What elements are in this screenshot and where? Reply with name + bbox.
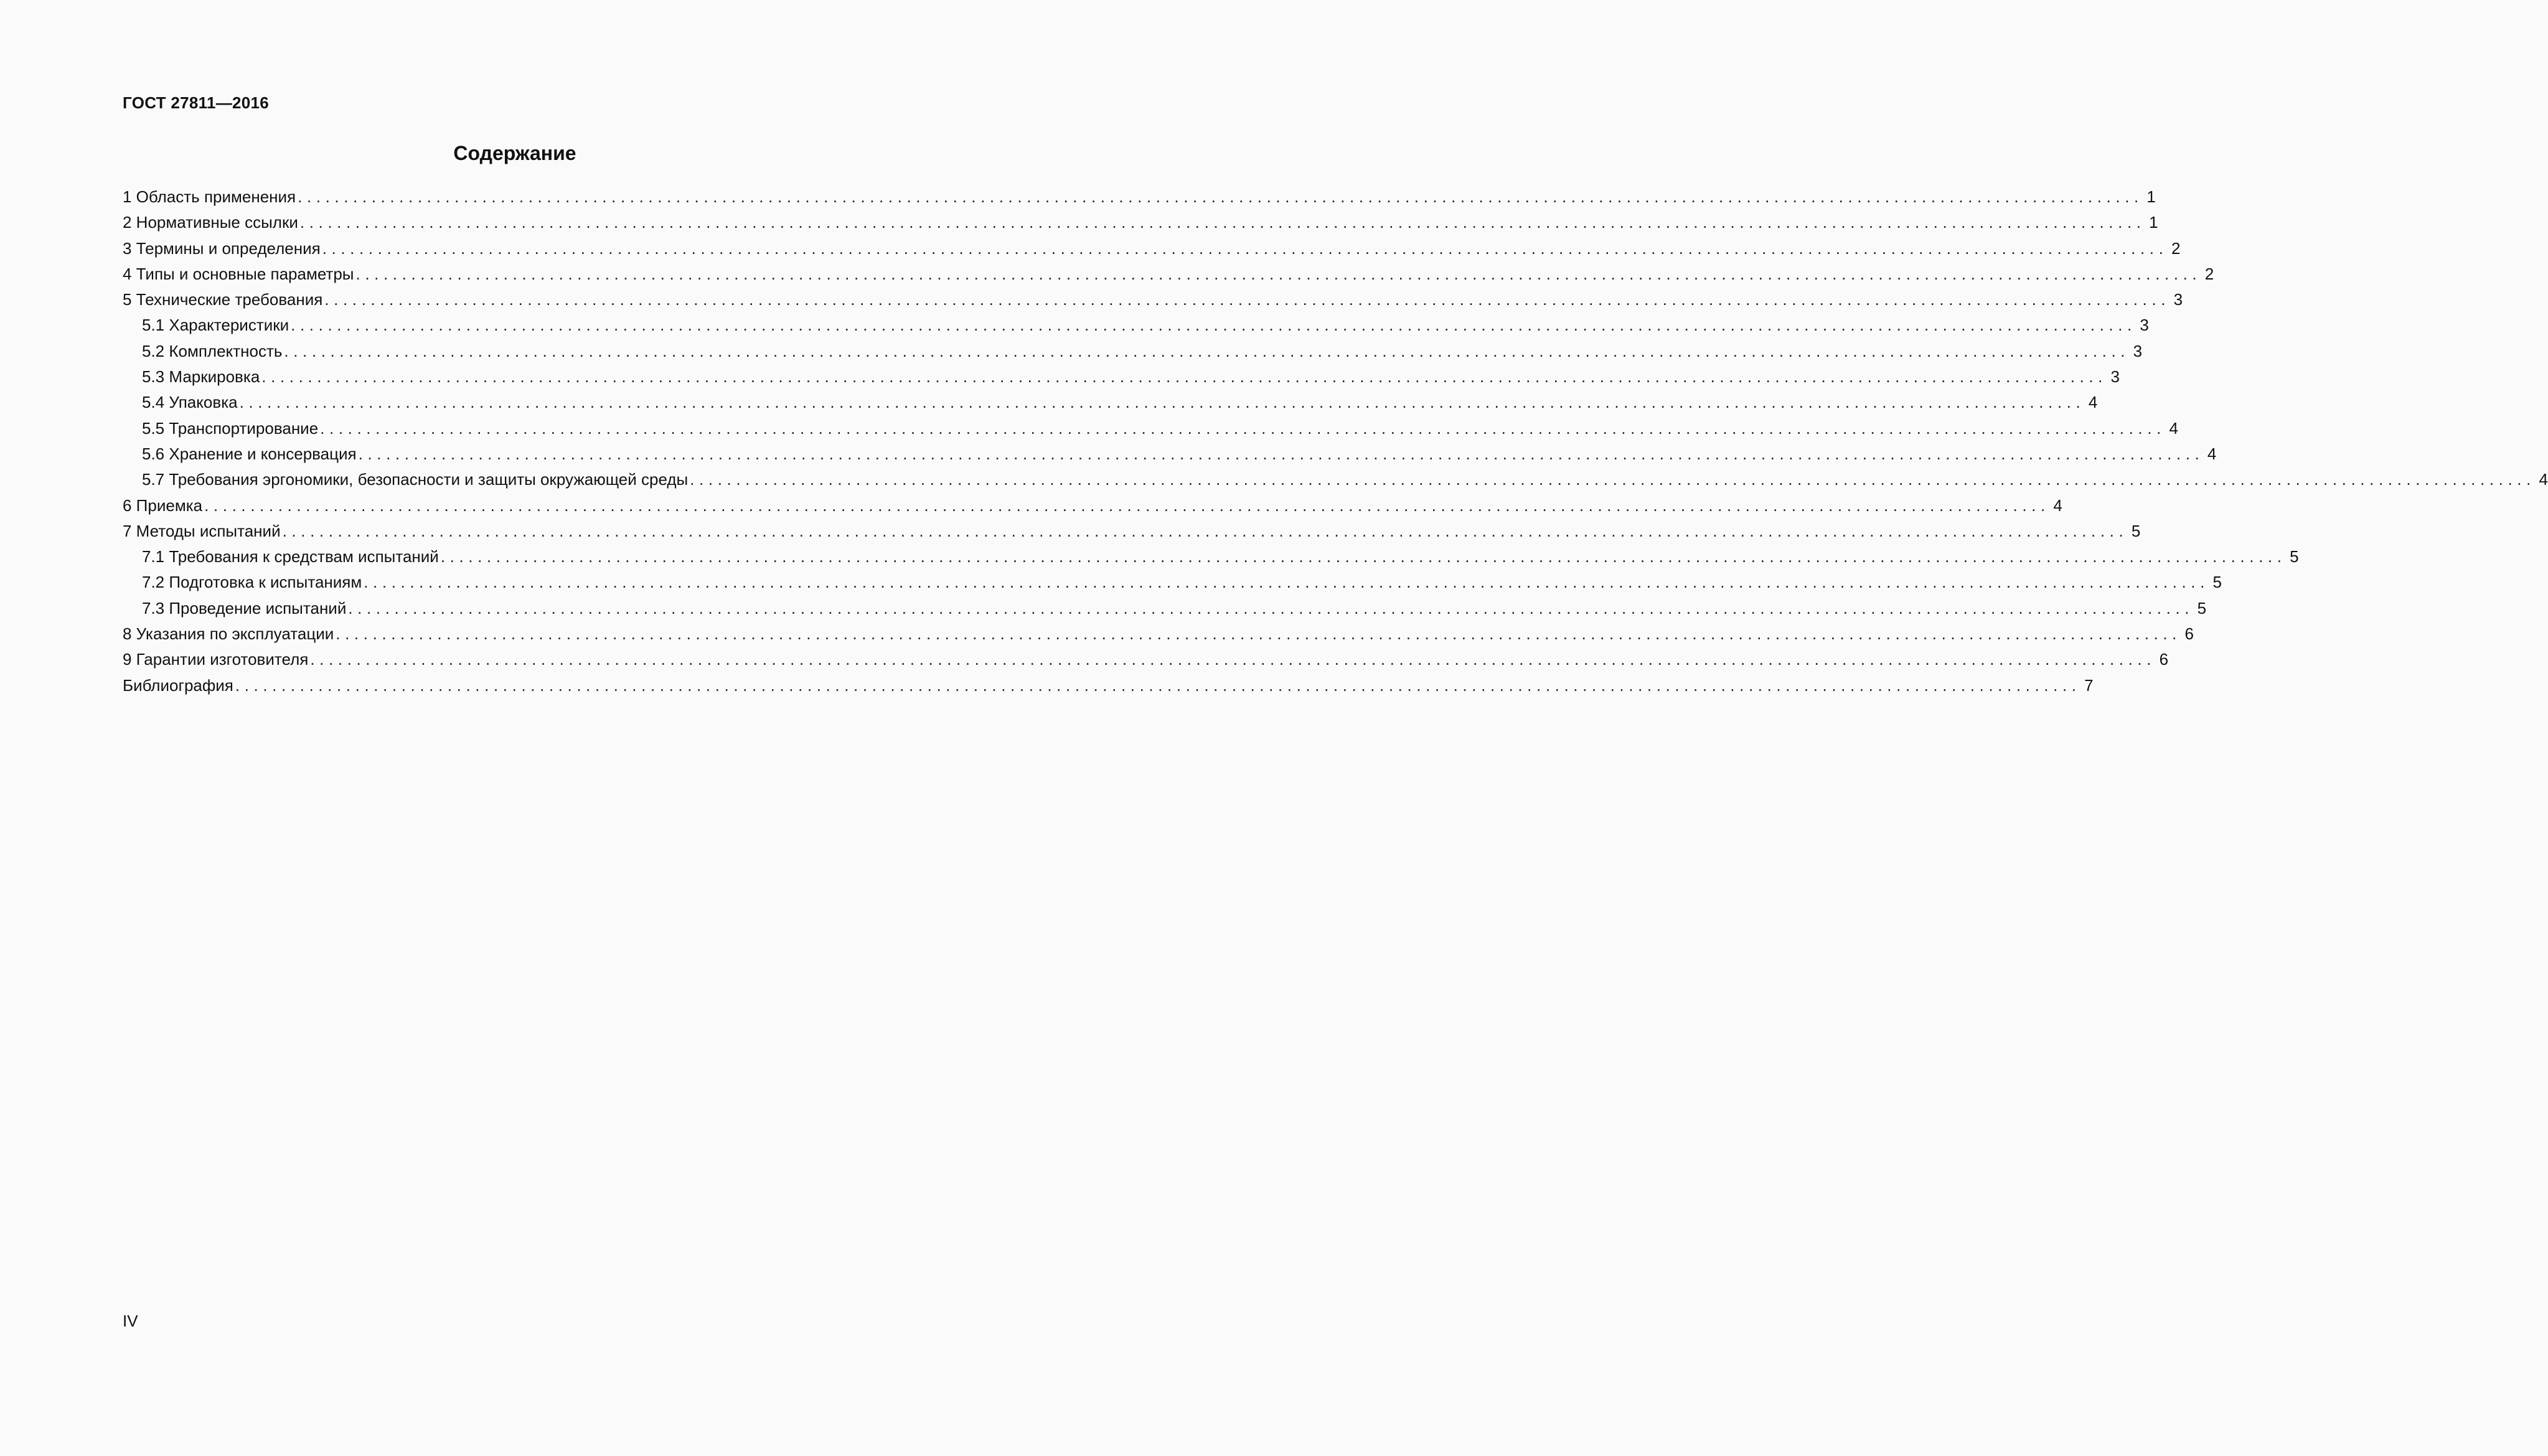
toc-entry[interactable] (123, 494, 2062, 520)
toc-entry-label: 5.2 Комплектность (142, 341, 283, 360)
toc-subentry[interactable] (123, 314, 2149, 339)
toc-leader-dots: ........................................................................................................................................................................................................ (440, 547, 2287, 566)
toc-leader-dots: ........................................................................................................................................................................................................ (336, 624, 2182, 644)
toc-entry-page: 5 (2212, 573, 2222, 592)
toc-entry-page: 4 (2169, 418, 2178, 438)
toc-leader-dots: ........................................................................................................................................................................................................ (322, 238, 2168, 258)
toc-leader-dots: ........................................................................................................................................................................................................ (291, 316, 2137, 335)
toc-entry[interactable] (123, 622, 2194, 648)
toc-leader-dots: ........................................................................................................................................................................................................ (358, 444, 2204, 463)
toc-entry[interactable] (123, 211, 2158, 237)
toc-subentry[interactable] (123, 443, 2217, 468)
toc-subentry[interactable] (123, 545, 2299, 571)
toc-entry-label: 7.3 Проведение испытаний (142, 598, 347, 618)
toc-entry-label: 7.2 Подготовка к испытаниям (142, 573, 362, 592)
toc-entry-page: 3 (2173, 290, 2183, 309)
toc-entry-page: 7 (2084, 675, 2094, 695)
toc-entry-page: 3 (2133, 341, 2143, 360)
toc-leader-dots: ........................................................................................................................................................................................................ (299, 213, 2146, 232)
toc-entry-label: 5.6 Хранение и консервация (142, 444, 357, 463)
toc-subentry[interactable] (123, 468, 2548, 494)
toc-entry-page: 3 (2140, 316, 2149, 335)
toc-entry-page: 2 (2204, 264, 2214, 283)
table-of-contents (123, 186, 2548, 700)
toc-entry-page: 4 (2088, 393, 2098, 412)
toc-entry-label: 7.1 Требования к средствам испытаний (142, 547, 439, 566)
toc-entry-label: 7 Методы испытаний (123, 521, 281, 540)
toc-subentry[interactable] (123, 391, 2098, 416)
toc-entry-page: 6 (2184, 624, 2194, 644)
toc-entry[interactable] (123, 263, 2214, 288)
toc-entry[interactable] (123, 648, 2169, 674)
toc-leader-dots: ........................................................................................................................................................................................................ (310, 650, 2156, 669)
toc-entry-page: 6 (2159, 650, 2169, 669)
toc-entry-label: 9 Гарантии изготовителя (123, 650, 309, 669)
toc-subentry[interactable] (123, 597, 2207, 622)
toc-entry-page: 5 (2131, 521, 2141, 540)
toc-entry[interactable] (123, 288, 2183, 314)
toc-entry-label: 6 Приемка (123, 496, 203, 515)
toc-leader-dots: ........................................................................................................................................................................................................ (204, 496, 2050, 515)
toc-entry-page: 4 (2207, 444, 2217, 463)
toc-entry-page: 5 (2197, 598, 2207, 618)
toc-leader-dots: ........................................................................................................................................................................................................ (261, 367, 2108, 387)
toc-entry-label: 5.1 Характеристики (142, 316, 289, 335)
toc-entry-label: 5 Технические требования (123, 290, 323, 309)
toc-leader-dots: ........................................................................................................................................................................................................ (355, 264, 2202, 283)
toc-entry-label: 5.5 Транспортирование (142, 418, 319, 438)
toc-entry-page: 4 (2053, 496, 2062, 515)
toc-leader-dots: ........................................................................................................................................................................................................ (364, 573, 2209, 592)
toc-entry-page: 3 (2110, 367, 2120, 387)
toc-subentry[interactable] (123, 365, 2120, 391)
page-title: Содержание (453, 142, 576, 164)
page-number: IV (123, 1312, 138, 1330)
toc-entry-label: 5.3 Маркировка (142, 367, 260, 387)
toc-entry[interactable] (123, 186, 2156, 211)
toc-leader-dots: ........................................................................................................................................................................................................ (298, 187, 2143, 206)
toc-leader-dots: ........................................................................................................................................................................................................ (282, 521, 2128, 540)
toc-entry[interactable] (123, 674, 2094, 700)
toc-entry-page: 4 (2539, 470, 2548, 489)
toc-entry-page: 1 (2146, 187, 2156, 206)
toc-subentry[interactable] (123, 417, 2178, 443)
toc-entry-label: 5.4 Упаковка (142, 393, 238, 412)
toc-entry-label: Библиография (123, 675, 233, 695)
toc-leader-dots: ........................................................................................................................................................................................................ (235, 675, 2081, 695)
toc-entry-label: 5.7 Требования эргономики, безопасности и защиты окружающей среды (142, 470, 689, 489)
toc-entry-page: 2 (2171, 238, 2181, 258)
toc-leader-dots: ........................................................................................................................................................................................................ (348, 598, 2194, 618)
toc-leader-dots: ........................................................................................................................................................................................................ (320, 418, 2166, 438)
toc-subentry[interactable] (123, 571, 2222, 596)
toc-entry[interactable] (123, 520, 2141, 545)
toc-leader-dots: ........................................................................................................................................................................................................ (690, 470, 2536, 489)
toc-entry-page: 5 (2290, 547, 2299, 566)
toc-entry-label: 4 Типы и основные параметры (123, 264, 354, 283)
toc-entry-label: 2 Нормативные ссылки (123, 213, 298, 232)
toc-entry-label: 8 Указания по эксплуатации (123, 624, 334, 644)
toc-entry-label: 1 Область применения (123, 187, 296, 206)
toc-entry[interactable] (123, 237, 2181, 263)
toc-leader-dots: ........................................................................................................................................................................................................ (239, 393, 2085, 412)
toc-entry-label: 3 Термины и определения (123, 238, 321, 258)
document-code: ГОСТ 27811—2016 (123, 93, 270, 112)
toc-leader-dots: ........................................................................................................................................................................................................ (284, 341, 2130, 360)
toc-entry-page: 1 (2149, 213, 2158, 232)
toc-subentry[interactable] (123, 340, 2143, 365)
toc-leader-dots: ........................................................................................................................................................................................................ (324, 290, 2171, 309)
